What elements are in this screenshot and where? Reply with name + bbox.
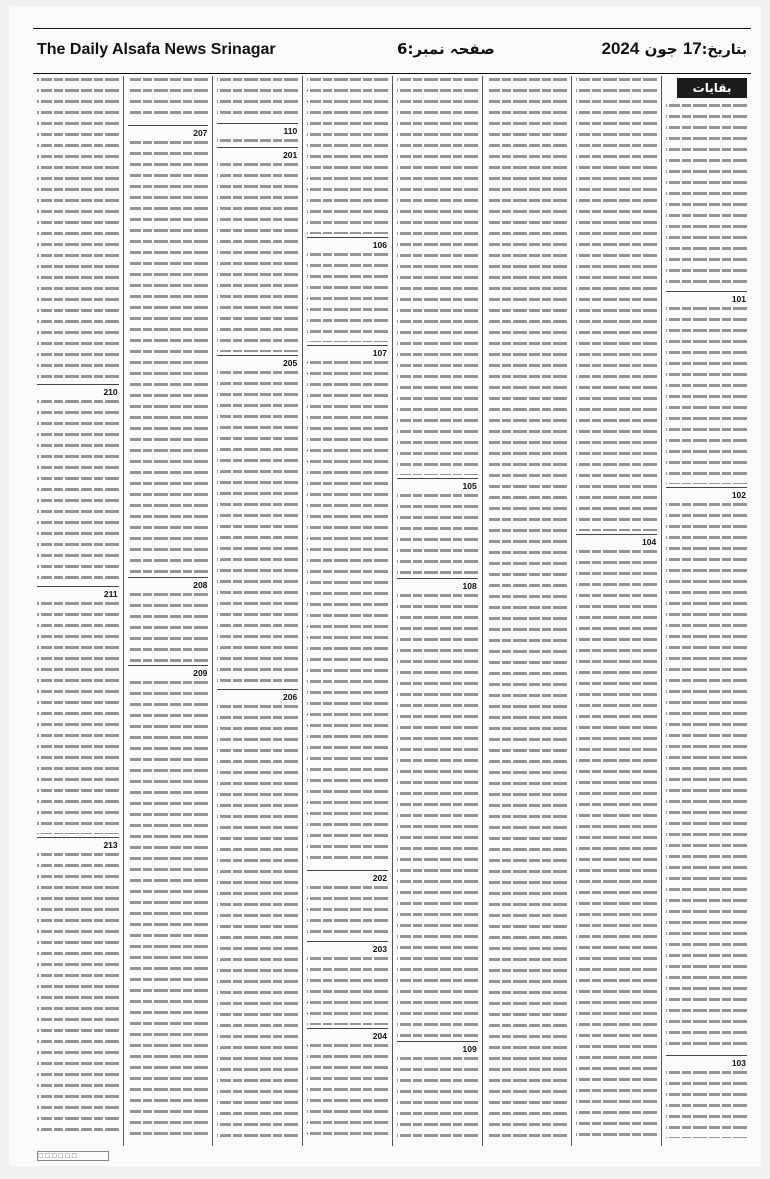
footer-tag: □□□□□□ bbox=[37, 1151, 109, 1161]
text-lines bbox=[666, 104, 747, 288]
text-lines bbox=[217, 139, 298, 144]
section-rule bbox=[307, 1028, 388, 1029]
text-column bbox=[482, 76, 572, 1146]
newspaper-page bbox=[9, 6, 761, 1166]
section-number: 108 bbox=[462, 581, 477, 591]
text-lines bbox=[397, 494, 478, 575]
section-rule bbox=[397, 1041, 478, 1042]
section-rule bbox=[397, 578, 478, 579]
text-lines bbox=[666, 503, 747, 1052]
section-number: 205 bbox=[282, 358, 298, 368]
text-lines bbox=[37, 78, 119, 381]
section-rule bbox=[666, 291, 747, 292]
section-number: 107 bbox=[372, 348, 387, 358]
text-column bbox=[302, 76, 392, 1146]
text-lines bbox=[37, 400, 119, 583]
section-number: 208 bbox=[193, 580, 208, 590]
text-lines bbox=[397, 78, 478, 475]
text-lines bbox=[217, 371, 298, 686]
text-column bbox=[212, 76, 302, 1146]
date-year: 2024 bbox=[601, 39, 640, 58]
section-rule bbox=[128, 665, 209, 666]
section-number: 103 bbox=[731, 1058, 746, 1068]
text-column bbox=[392, 76, 482, 1146]
text-lines bbox=[666, 1071, 747, 1138]
section-number: 209 bbox=[193, 668, 208, 678]
text-lines bbox=[576, 78, 657, 531]
text-lines bbox=[307, 886, 388, 938]
text-lines bbox=[217, 78, 298, 120]
text-lines bbox=[576, 550, 657, 1138]
section-number: 203 bbox=[372, 944, 387, 954]
text-lines bbox=[307, 253, 388, 342]
masthead bbox=[33, 28, 751, 74]
section-number: 204 bbox=[372, 1031, 387, 1041]
text-lines bbox=[128, 593, 209, 662]
section-number: 109 bbox=[462, 1044, 477, 1054]
page-number: صفحہ نمبر:6 bbox=[397, 40, 495, 58]
text-column bbox=[661, 76, 751, 1146]
section-number: 106 bbox=[372, 240, 387, 250]
date-label: بتاریخ: bbox=[701, 42, 747, 58]
section-number: 101 bbox=[731, 294, 746, 304]
section-number: 213 bbox=[103, 840, 118, 850]
section-rule bbox=[307, 941, 388, 942]
section-rule bbox=[576, 534, 657, 535]
text-column bbox=[123, 76, 213, 1146]
text-lines bbox=[217, 163, 298, 352]
section-rule bbox=[307, 870, 388, 871]
section-rule bbox=[37, 586, 119, 587]
text-column bbox=[571, 76, 661, 1146]
section-number: 206 bbox=[282, 692, 298, 702]
section-rule bbox=[217, 123, 298, 124]
paper-name: The Daily Alsafa News Srinagar bbox=[37, 41, 276, 58]
dateline bbox=[602, 39, 747, 59]
text-lines bbox=[666, 307, 747, 484]
section-rule bbox=[397, 478, 478, 479]
section-rule bbox=[217, 147, 298, 148]
section-number: 202 bbox=[372, 873, 387, 883]
section-rule bbox=[217, 689, 298, 690]
section-number: 102 bbox=[731, 490, 746, 500]
text-lines bbox=[307, 78, 388, 234]
section-rule bbox=[666, 487, 747, 488]
section-number: 210 bbox=[103, 387, 118, 397]
text-lines bbox=[397, 1057, 478, 1138]
section-number: 105 bbox=[462, 481, 477, 491]
text-lines bbox=[37, 853, 119, 1138]
text-lines bbox=[307, 361, 388, 867]
article-columns bbox=[33, 76, 751, 1146]
section-rule bbox=[128, 577, 209, 578]
text-lines bbox=[128, 681, 209, 1138]
section-rule bbox=[37, 384, 119, 385]
baqiyat-heading: بقایات bbox=[677, 78, 747, 98]
section-number: 104 bbox=[642, 537, 657, 547]
section-number: 110 bbox=[283, 126, 298, 136]
text-lines bbox=[128, 78, 209, 122]
section-rule bbox=[217, 355, 298, 356]
section-rule bbox=[37, 837, 119, 838]
date-day: 17 bbox=[682, 39, 702, 58]
date-month: جون bbox=[644, 40, 678, 58]
text-lines bbox=[37, 602, 119, 834]
text-lines bbox=[307, 1044, 388, 1138]
section-rule bbox=[307, 237, 388, 238]
text-column bbox=[33, 76, 123, 1146]
text-lines bbox=[128, 141, 209, 574]
text-lines bbox=[217, 705, 298, 1138]
section-rule bbox=[666, 1055, 747, 1056]
section-rule bbox=[307, 345, 388, 346]
section-rule bbox=[128, 125, 209, 126]
section-number: 211 bbox=[103, 589, 118, 599]
section-number: 201 bbox=[282, 150, 298, 160]
section-number: 207 bbox=[193, 128, 208, 138]
text-lines bbox=[397, 594, 478, 1038]
text-lines bbox=[307, 957, 388, 1025]
text-lines bbox=[487, 78, 568, 1138]
